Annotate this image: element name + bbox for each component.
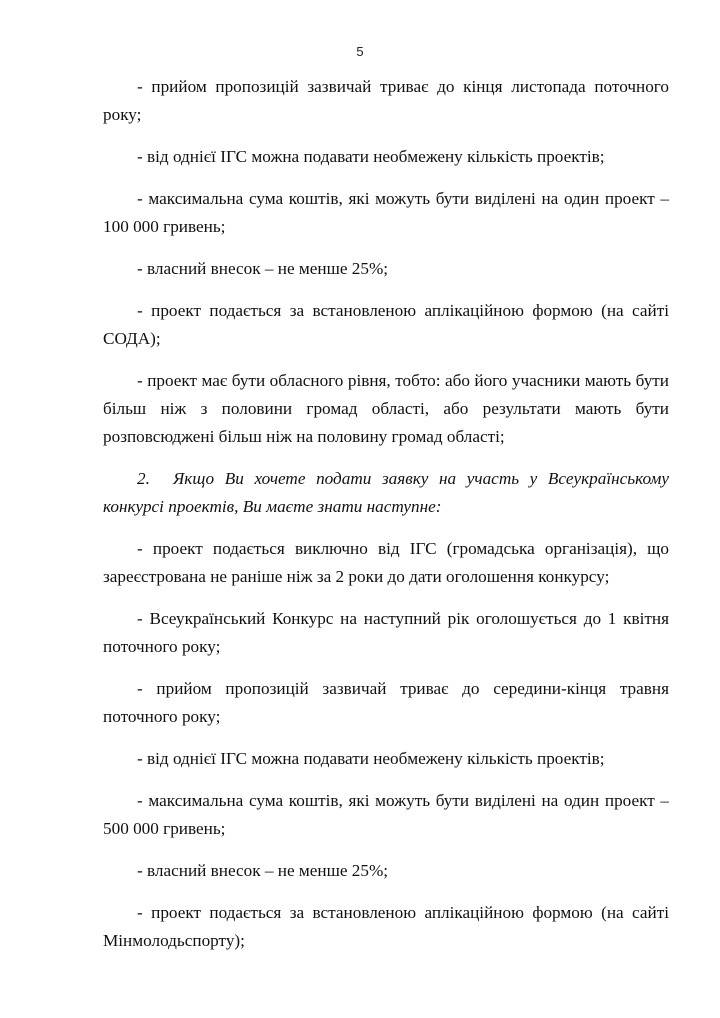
page-number: 5	[356, 44, 364, 59]
list-item: - максимальна сума коштів, які можуть бути виділені на один проект – 500 000 гривень;	[103, 791, 669, 838]
list-item: - прийом пропозицій зазвичай триває до середини-кінця травня поточного року;	[103, 679, 669, 726]
list-item: - прийом пропозицій зазвичай триває до кінця листопада поточного року;	[103, 77, 669, 124]
section-heading-text: Якщо Ви хочете подати заявку на участь у Всеукраїнському конкурсі проектів, Ви маєте знати наступне:	[103, 469, 669, 516]
list-item: - Всеукраїнський Конкурс на наступний рік оголошується до 1 квітня поточного року;	[103, 609, 669, 656]
list-item: - від однієї ІГС можна подавати необмежену кількість проектів;	[137, 147, 605, 166]
list-item: - проект подається за встановленою аплікаційною формою (на сайті Мінмолодьспорту);	[103, 903, 669, 950]
list-item: - власний внесок – не менше 25%;	[137, 861, 389, 880]
list-item: - проект подається за встановленою аплікаційною формою (на сайті СОДА);	[103, 301, 669, 348]
list-item: - проект подається виключно від ІГС (громадська організація), що зареєстрована не раніше ніж за 2 роки до дати оголошення конкурсу;	[103, 539, 669, 586]
list-item: - проект має бути обласного рівня, тобто: або його учасники мають бути більш ніж з половини громад області, або результати мають бути розповсюджені більш ніж на половину громад області;	[103, 371, 669, 446]
document-body	[103, 73, 669, 969]
section-heading-2	[103, 465, 669, 521]
section-number: 2.	[137, 469, 150, 488]
list-item: - власний внесок – не менше 25%;	[137, 259, 389, 278]
list-item: - від однієї ІГС можна подавати необмежену кількість проектів;	[137, 749, 605, 768]
list-item: - максимальна сума коштів, які можуть бути виділені на один проект – 100 000 гривень;	[103, 189, 669, 236]
